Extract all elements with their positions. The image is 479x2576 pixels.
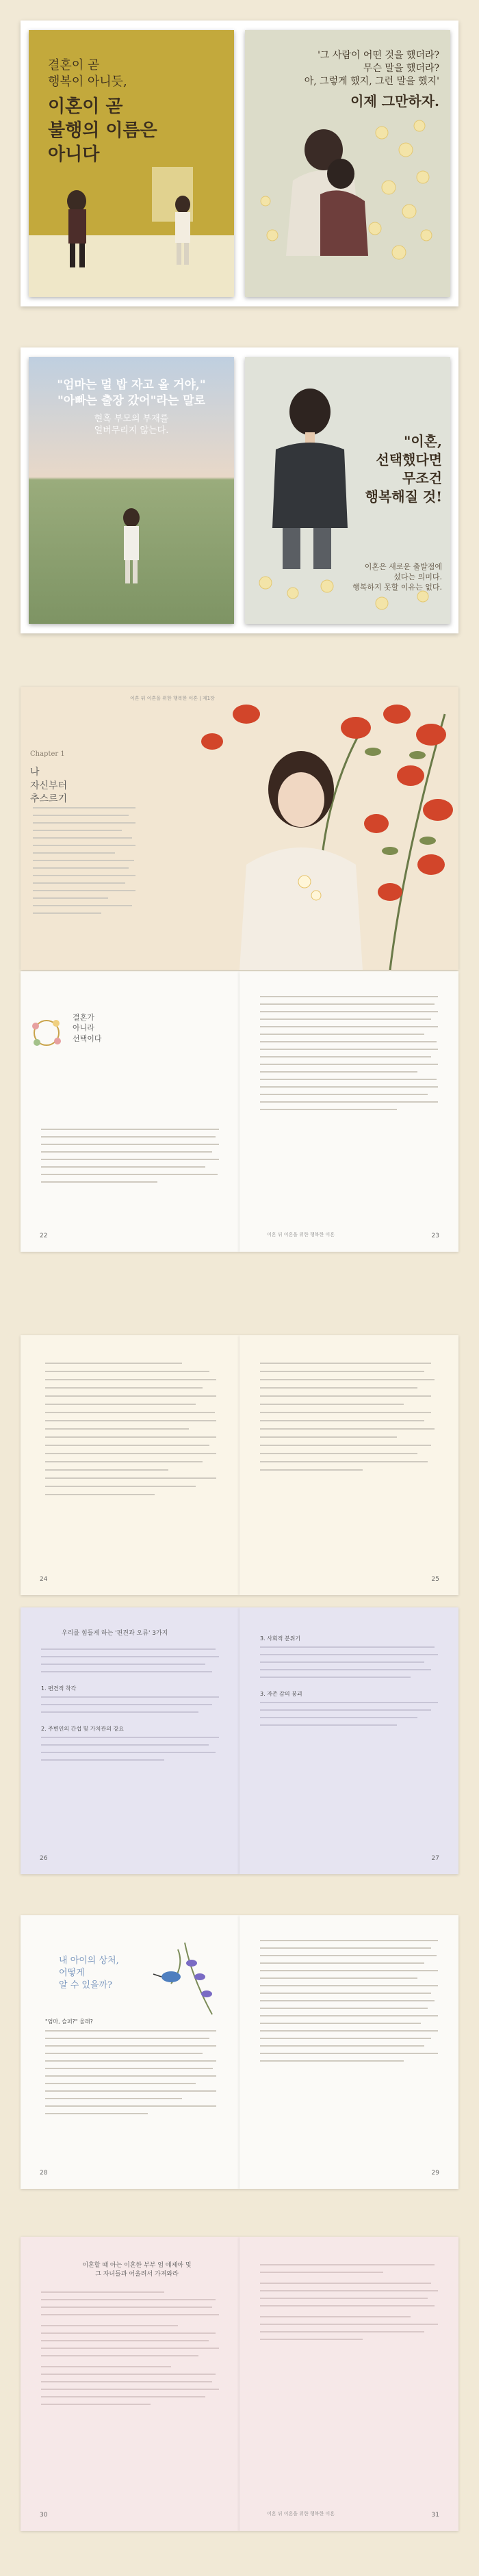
flower-wreath-icon: [26, 1012, 67, 1053]
cover-4: [245, 357, 450, 624]
spread6-left: [21, 2237, 240, 2531]
spread3-right: [240, 1335, 458, 1595]
spread6-right-body: [260, 2264, 438, 2346]
cover-2: [245, 30, 450, 297]
cover-4-line7: 행복하지 못할 이유는 없다.: [352, 582, 442, 592]
spread6-right: [240, 2237, 458, 2531]
spread2-title-line3: 선택이다: [73, 1034, 102, 1043]
spread4-right-body: [260, 1635, 438, 1732]
chapter-label: Chapter 1: [30, 750, 65, 758]
spread4-box-title: 우리를 힘들게 하는 '편견과 오류' 3가지: [62, 1630, 168, 1637]
spread6-folio-left: 30: [40, 2512, 48, 2519]
spread6-box-title-line1: 이혼할 때 아는 이혼한 부부 엄 얘제아 및: [82, 2262, 192, 2269]
cover-4-line2: 선택했다면: [376, 451, 442, 468]
cover-2-line3: 아, 그렇게 했지, 그런 말을 했지': [304, 75, 439, 87]
spread2-title: [73, 1012, 102, 1044]
cover-1-line3: 이혼이 곧: [48, 96, 123, 117]
spread5-subhead: "엄마, 슬퍼?" 울래?: [45, 2019, 93, 2025]
spread2-right: [240, 971, 458, 1252]
cover-1-line5: 아니다: [48, 144, 100, 165]
spread2-runhead-right: 이혼 뒤 이혼을 위한 행복한 이혼: [267, 1232, 335, 1237]
spread5-right: [240, 1915, 458, 2189]
spread4-right: [240, 1607, 458, 1874]
bird-flower-icon: [151, 1936, 226, 2018]
spread3-folio-left: 24: [40, 1576, 48, 1583]
cover-3-line2: "아빠는 출장 갔어"라는 말로: [57, 393, 206, 408]
spread4-item1: 1. 편견적 착각: [41, 1685, 77, 1692]
spread3-left-body: [45, 1363, 216, 1502]
spread2-title-line1: 결혼가: [73, 1013, 94, 1022]
cover-3: [29, 357, 234, 624]
chapter-spread: [21, 687, 458, 970]
cover-2-line4: 이제 그만하자.: [350, 92, 439, 109]
spread6-box-title-line2: 그 자녀들과 어울려서 가져와라: [95, 2271, 179, 2278]
cover-2-line2: 무슨 말을 했더라?: [363, 62, 439, 74]
spread5-left: [21, 1915, 240, 2189]
cover-3-line1: "엄마는 멀 밥 자고 올 거야,": [57, 378, 206, 392]
cover-3-line3: 현혹 부모의 부재를: [94, 413, 169, 424]
spread6-box-title: [55, 2260, 219, 2278]
cover-4-line3: 무조건: [402, 470, 442, 486]
spread5-right-body: [260, 1940, 438, 2068]
cover-4-line4: 행복해질 것!: [365, 488, 442, 505]
spread4-left-body: [41, 1648, 219, 1767]
spread5-title-line3: 알 수 있을까?: [59, 1980, 113, 1991]
cover-1-illustration: [29, 30, 234, 297]
chapter-illustration: [185, 687, 458, 970]
spread5-title-line2: 어떻게: [59, 1968, 85, 1979]
chapter-heading: [30, 750, 67, 806]
cover-1: [29, 30, 234, 297]
cover-2-illustration: [245, 30, 450, 297]
chapter-title-line2: 자신부터: [30, 780, 68, 791]
spread3-folio-right: 25: [431, 1576, 439, 1583]
spread5-folio-right: 29: [431, 2170, 439, 2177]
preview-panel-1: [21, 21, 458, 306]
spread4-item3: 3. 사회적 분위기: [260, 1635, 301, 1642]
spread4-item4: 3. 자존 감의 붕괴: [260, 1691, 302, 1697]
spread5-title-line1: 내 아이의 상처,: [59, 1956, 119, 1966]
spread2-left: [21, 971, 240, 1252]
spread4-left: [21, 1607, 240, 1874]
spread2-left-body: [41, 1129, 219, 1189]
spread5-left-body: [45, 2030, 216, 2120]
cover-4-line5: 이혼은 새로운 출발점에: [364, 562, 442, 571]
chapter-title-line3: 추스르기: [30, 793, 68, 805]
spread2-title-line2: 아니라: [73, 1023, 94, 1033]
spread3-left: [21, 1335, 240, 1595]
spread5-folio-left: 28: [40, 2170, 48, 2177]
chapter-runhead: 이혼 뒤 이혼을 위한 행복한 이혼 | 제1장: [130, 696, 215, 701]
chapter-title-line1: 나: [30, 767, 40, 778]
spread5-title: [59, 1955, 119, 1993]
cover-2-line1: '그 사람이 어떤 것을 했더라?: [318, 50, 439, 61]
cover-3-line4: 얼버무리지 않는다.: [94, 425, 169, 436]
spread3-right-body: [260, 1363, 438, 1477]
spread6-left-body: [41, 2291, 219, 2411]
cover-4-line6: 섰다는 의미다.: [393, 572, 442, 581]
chapter-intro-text: [33, 807, 142, 920]
cover-1-line4: 불행의 이름은: [48, 120, 157, 141]
cover-3-title: [41, 378, 222, 437]
cover-1-line2: 행복이 아니듯,: [48, 75, 127, 90]
spread2-folio-left: 22: [40, 1233, 48, 1239]
spread4-folio-left: 26: [40, 1855, 48, 1862]
spread2-right-body: [260, 996, 438, 1116]
spread6-runhead-right: 이혼 뒤 이혼을 위한 행복한 이혼: [267, 2511, 335, 2516]
cover-4-line1: "이혼,: [403, 433, 442, 449]
spread2-folio-right: 23: [431, 1233, 439, 1239]
spread6-folio-right: 31: [431, 2512, 439, 2519]
spread4-folio-right: 27: [431, 1855, 439, 1862]
spread4-item2: 2. 주변인의 간섭 및 가치관의 강요: [41, 1726, 124, 1732]
cover-4-title: [327, 432, 442, 506]
cover-4-subtitle: [320, 562, 442, 593]
cover-1-line1: 결혼이 곧: [48, 58, 100, 73]
preview-panel-2: [21, 347, 458, 633]
